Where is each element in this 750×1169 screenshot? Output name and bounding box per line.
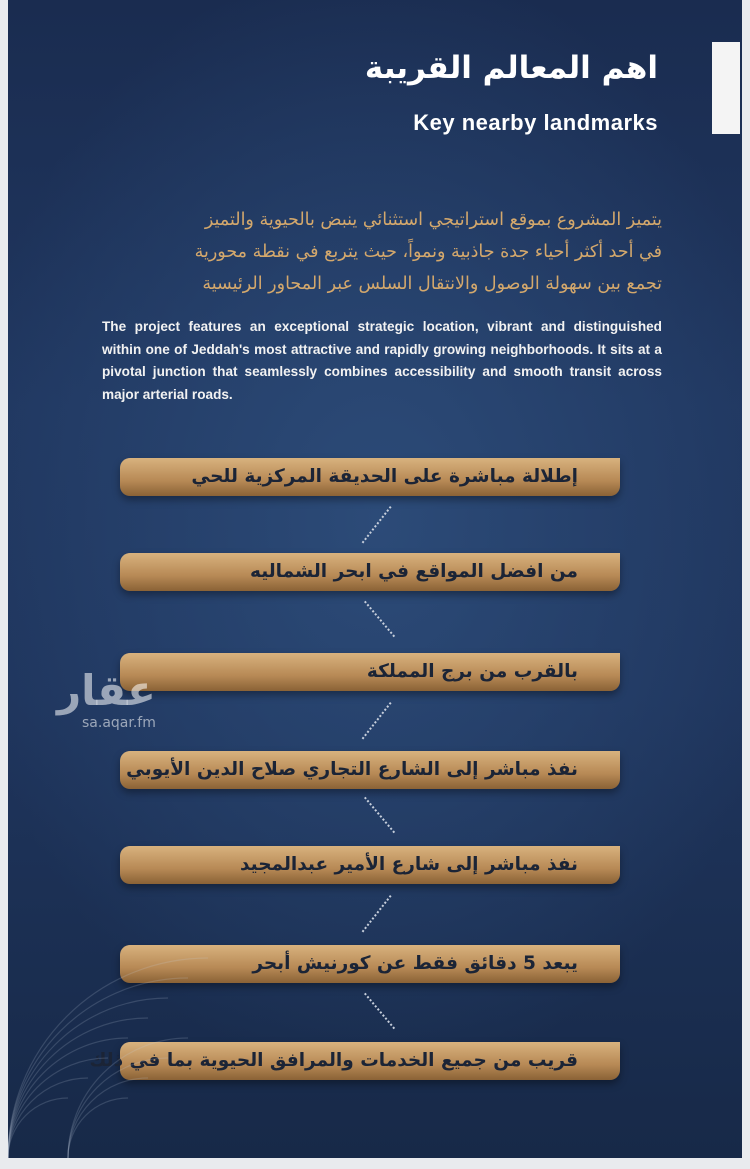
intro-arabic [102, 204, 662, 300]
brochure-page [8, 0, 742, 1158]
landmark-item [120, 553, 620, 591]
landmark-item [120, 751, 620, 789]
landmark-label: نفذ مباشر إلى شارع الأمير عبدالمجيد [239, 854, 578, 875]
intro-arabic-line: يتميز المشروع بموقع استراتيجي استثنائي ينبض بالحيوية والتميز [204, 210, 662, 230]
watermark-url: sa.aqar.fm [82, 715, 156, 731]
landmark-item [120, 846, 620, 884]
dotted-connector [362, 702, 392, 739]
aqar-watermark [54, 665, 156, 731]
dotted-connector [364, 993, 395, 1030]
dotted-connector [362, 895, 392, 932]
title-arabic: اهم المعالم القريبة [364, 50, 658, 86]
dotted-connector [362, 506, 392, 543]
intro-english: The project features an exceptional strategic location, vibrant and distinguished within one of Jeddah's most attractive and rapidly growing neighborhoods. It sits at a pivotal junction that seamlessly combines accessibility and smooth transit across major arterial roads. [102, 319, 662, 402]
landmark-item [120, 653, 620, 691]
landmark-label: نفذ مباشر إلى الشارع التجاري صلاح الدين الأيوبي [126, 759, 578, 780]
landmark-label: قريب من جميع الخدمات والمرافق الحيوية بما في ذلك [89, 1050, 578, 1071]
landmark-label: إطلالة مباشرة على الحديقة المركزية للحي [191, 466, 578, 487]
landmark-label: من افضل المواقع في ابحر الشماليه [249, 561, 578, 582]
intro-arabic-line: في أحد أكثر أحياء جدة جاذبية ونمواً، حيث يتربع في نقطة محورية [194, 242, 662, 262]
intro-arabic-line: تجمع بين سهولة الوصول والانتقال السلس عبر المحاور الرئيسية [202, 274, 662, 294]
dotted-connector [364, 797, 395, 834]
landmark-label: بالقرب من برج المملكة [366, 661, 578, 682]
watermark-logo: عقار [56, 666, 156, 715]
dotted-connector [364, 601, 395, 638]
page-tab-marker [712, 42, 740, 134]
decorative-arcs-icon [8, 938, 268, 1158]
landmark-item [120, 458, 620, 496]
landmark-label: يبعد 5 دقائق فقط عن كورنيش أبحر [252, 953, 578, 974]
title-english: Key nearby landmarks [413, 110, 658, 135]
